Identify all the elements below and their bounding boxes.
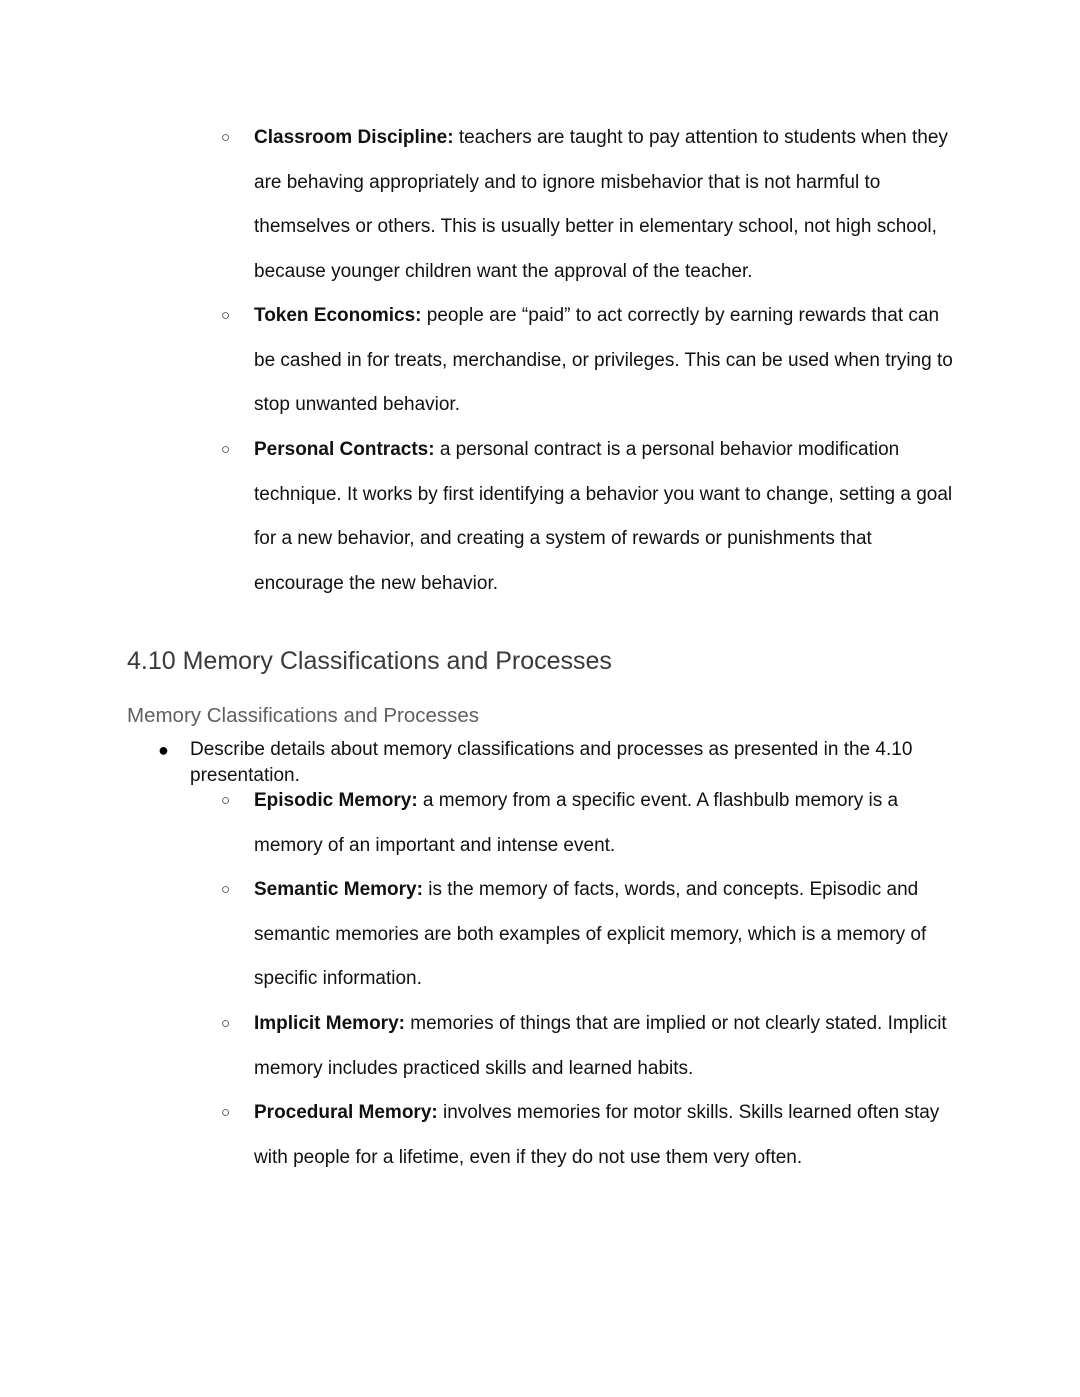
main-list-item-text: Describe details about memory classifications and processes as presented in the 4.10 presentation. (190, 739, 913, 786)
list-item-text (254, 779, 964, 868)
hollow-bullet-icon: ○ (221, 881, 231, 898)
term-description: involves memories for motor skills. Skills learned often stay with people for a lifetime, even if they do not use them very often. (254, 1102, 940, 1168)
term-description: teachers are taught to pay attention to students when they are behaving appropriately and to ignore misbehavior that is not harmful to themselves or others. This is usually better in elementary school, not high school, because younger children want the approval of the teacher. (254, 127, 948, 282)
hollow-bullet-icon: ○ (221, 1104, 231, 1121)
term-description: people are “paid” to act correctly by earning rewards that can be cashed in for treats, merchandise, or privileges. This can be used when trying to stop unwanted behavior. (254, 305, 953, 415)
list-item-text (254, 868, 964, 1002)
list-item-text (254, 428, 964, 606)
section-subheading: Memory Classifications and Processes (127, 704, 480, 727)
term-label: Token Economics: (254, 305, 422, 326)
term-label: Procedural Memory: (254, 1102, 438, 1123)
hollow-bullet-icon: ○ (221, 792, 231, 809)
term-label: Implicit Memory: (254, 1013, 405, 1034)
hollow-bullet-icon: ○ (221, 129, 231, 146)
term-label: Personal Contracts: (254, 439, 435, 460)
hollow-bullet-icon: ○ (221, 441, 231, 458)
term-description: is the memory of facts, words, and concepts. Episodic and semantic memories are both examples of explicit memory, which is a memory of specific information. (254, 879, 927, 989)
hollow-bullet-icon: ○ (221, 1015, 231, 1032)
term-label: Episodic Memory: (254, 790, 418, 811)
term-description: a memory from a specific event. A flashbulb memory is a memory of an important and intense event. (254, 790, 899, 856)
term-description: a personal contract is a personal behavior modification technique. It works by first identifying a behavior you want to change, setting a goal for a new behavior, and creating a system of rewards or punishments that encourage the new behavior. (254, 439, 953, 594)
hollow-bullet-icon: ○ (221, 307, 231, 324)
term-label: Classroom Discipline: (254, 127, 454, 148)
term-label: Semantic Memory: (254, 879, 423, 900)
section-heading: 4.10 Memory Classifications and Processes (127, 647, 612, 675)
list-item-text (254, 1002, 964, 1091)
list-item-text (254, 116, 964, 294)
list-item-text (254, 1091, 964, 1180)
list-item-text (254, 294, 964, 428)
filled-bullet-icon: ● (158, 740, 169, 760)
term-description: memories of things that are implied or not clearly stated. Implicit memory includes practiced skills and learned habits. (254, 1013, 947, 1079)
